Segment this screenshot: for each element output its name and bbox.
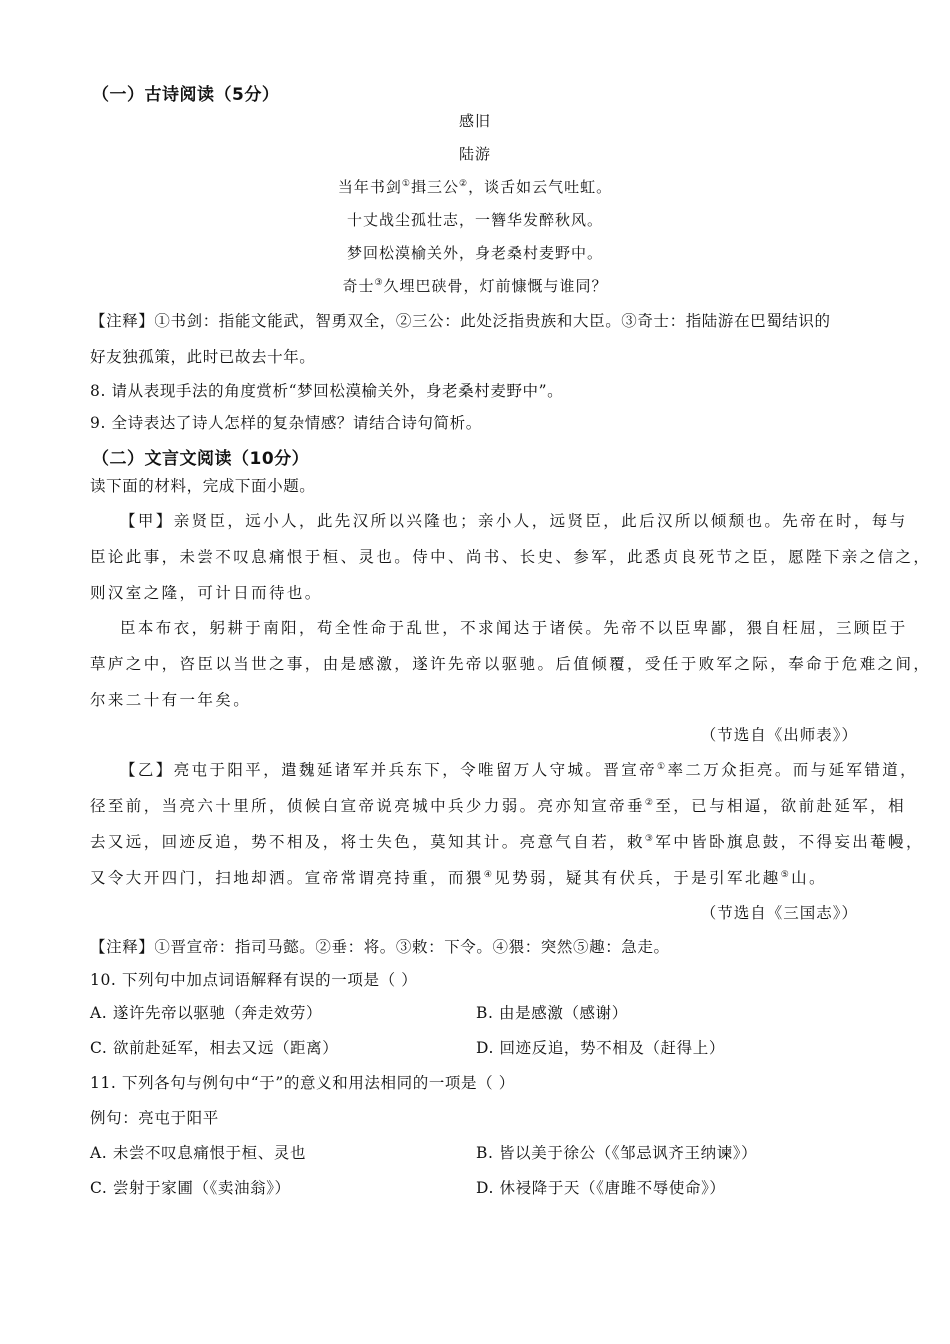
section-heading-poetry: （一）古诗阅读（5分） [92, 85, 280, 105]
passage-jia-line: 则汉室之隆，可计日而待也。 [90, 584, 323, 602]
question-10-option-d: D. 回迹反追，势不相及（赶得上） [476, 1039, 725, 1057]
reading-instruction: 读下面的材料，完成下面小题。 [90, 477, 316, 495]
poem-note-line: 【注释】①书剑：指能文能武，智勇双全，②三公：此处泛指贵族和大臣。③奇士：指陆游在巴蜀结识的 [90, 312, 831, 330]
poem-line: 奇士③久埋巴硖骨，灯前慷慨与谁同？ [342, 277, 608, 295]
passage-note: 【注释】①晋宣帝：指司马懿。②垂：将。③敕：下令。④猥：突然⑤趣：急走。 [90, 938, 670, 956]
question-11-option-c: C. 尝射于家圃（《卖油翁》） [90, 1179, 291, 1197]
question-11-option-a: A. 未尝不叹息痛恨于桓、灵也 [90, 1144, 307, 1162]
poem-line: 梦回松漠榆关外，身老桑村麦野中。 [346, 244, 603, 262]
passage-jia-line: 【甲】亲贤臣，远小人，此先汉所以兴隆也；亲小人，远贤臣，此后汉所以倾颓也。先帝在时，每与 [120, 512, 908, 530]
question-9: 9. 全诗表达了诗人怎样的复杂情感？请结合诗句简析。 [90, 414, 482, 432]
question-11-stem: 11. 下列各句与例句中“于”的意义和用法相同的一项是（ ） [90, 1074, 515, 1092]
passage-yi-line: 去又远，回迹反追，势不相及，将士失色，莫知其计。亮意气自若，敕③军中皆卧旗息鼓，不得妄出菴幔， [90, 833, 924, 851]
passage-jia-line: 尔来二十有一年矣。 [90, 691, 252, 709]
poem-author: 陆游 [458, 145, 491, 163]
passage-yi-source: （节选自《三国志》） [700, 904, 858, 922]
question-10-option-a: A. 遂许先帝以驱驰（奔走效劳） [90, 1004, 323, 1022]
passage-yi-line: 又令大开四门，扫地却洒。宣帝常谓亮持重，而猥④见势弱，疑其有伏兵，于是引军北趣⑤山。 [90, 869, 827, 887]
section-heading-classical: （二）文言文阅读（10分） [92, 449, 310, 469]
passage-jia-line: 草庐之中，咨臣以当世之事，由是感激，遂许先帝以驱驰。后值倾覆，受任于败军之际，奉命于危难之间， [90, 655, 932, 673]
question-11-option-b: B. 皆以美于徐公（《邹忌讽齐王纳谏》） [476, 1144, 758, 1162]
passage-jia-source: （节选自《出师表》） [700, 726, 858, 744]
question-10-option-c: C. 欲前赴延军，相去又远（距离） [90, 1039, 339, 1057]
passage-jia-line: 臣论此事，未尝不叹息痛恨于桓、灵也。侍中、尚书、长史、参军，此悉贞良死节之臣，愿陛下亲之信之， [90, 548, 932, 566]
poem-note-line: 好友独孤策，此时已故去十年。 [90, 348, 316, 366]
poem-line: 十丈战尘孤壮志，一簪华发醉秋风。 [346, 211, 603, 229]
question-11-example: 例句：亮屯于阳平 [90, 1109, 219, 1127]
poem-title: 感旧 [458, 112, 491, 130]
question-8: 8. 请从表现手法的角度赏析“梦回松漠榆关外，身老桑村麦野中”。 [90, 382, 564, 400]
poem-line: 当年书剑①揖三公②，谈舌如云气吐虹。 [337, 178, 613, 196]
question-10-stem: 10. 下列句中加点词语解释有误的一项是（ ） [90, 971, 418, 989]
passage-yi-line: 【乙】亮屯于阳平，遣魏延诸军并兵东下，令唯留万人守城。晋宣帝①率二万众拒亮。而与延军错道， [120, 761, 919, 779]
passage-yi-line: 径至前，当亮六十里所，侦候白宣帝说亮城中兵少力弱。亮亦知宣帝垂②至，已与相逼，欲前赴延军，相 [90, 797, 906, 815]
question-10-option-b: B. 由是感激（感谢） [476, 1004, 628, 1022]
passage-jia-line: 臣本布衣，躬耕于南阳，苟全性命于乱世，不求闻达于诸侯。先帝不以臣卑鄙，猥自枉屈，三顾臣于 [120, 619, 908, 637]
question-11-option-d: D. 休祲降于天（《唐雎不辱使命》） [476, 1179, 726, 1197]
